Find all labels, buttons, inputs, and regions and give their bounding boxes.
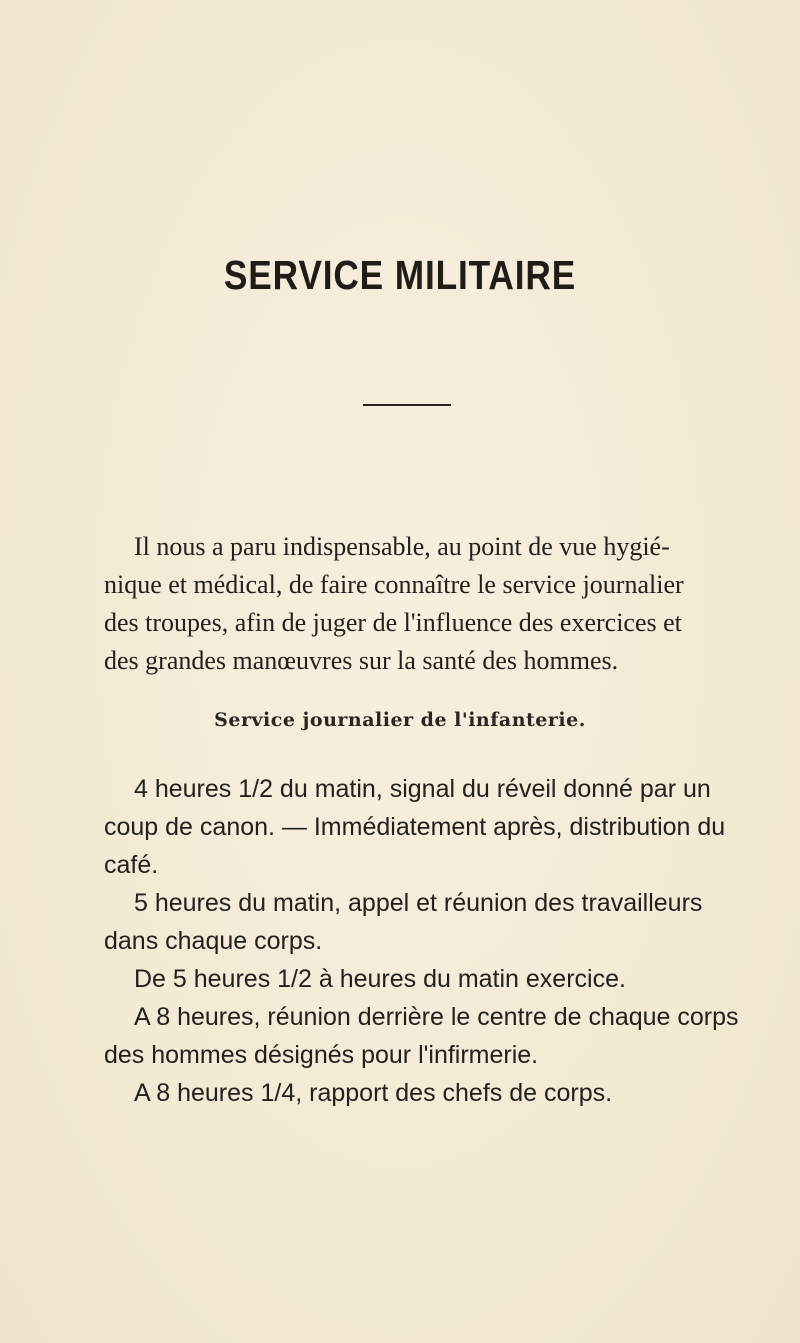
schedule-line: A 8 heures 1/4, rapport des chefs de corps. [134, 1079, 613, 1107]
schedule-entry [104, 998, 739, 1074]
schedule-line: 5 heures du matin, appel et réunion des travailleurs [134, 889, 703, 917]
intro-line: nique et médical, de faire connaître le service journalier [104, 570, 684, 599]
schedule-list [104, 770, 739, 1112]
intro-paragraph [104, 528, 710, 680]
intro-line: Il nous a paru indispensable, au point de vue hygié- [134, 532, 670, 561]
schedule-line: coup de canon. — Immédiatement après, distribution du [104, 813, 726, 841]
page-title: SERVICE MILITAIRE [223, 252, 577, 298]
schedule-line: café. [104, 851, 159, 879]
title-divider [363, 404, 451, 406]
schedule-line: De 5 heures 1/2 à heures du matin exercice. [134, 965, 626, 993]
intro-line: des troupes, afin de juger de l'influence des exercices et [104, 608, 682, 637]
schedule-entry [104, 770, 724, 884]
schedule-line: des hommes désignés pour l'infirmerie. [104, 1041, 539, 1069]
schedule-entry [104, 960, 724, 998]
schedule-line: dans chaque corps. [104, 927, 323, 955]
schedule-line: A 8 heures, réunion derrière le centre de chaque corps [134, 1003, 739, 1031]
schedule-line: 4 heures 1/2 du matin, signal du réveil donné par un [134, 775, 711, 803]
schedule-entry [104, 884, 724, 960]
schedule-entry [104, 1074, 724, 1112]
section-heading: Service journalier de l'infanterie. [214, 709, 586, 731]
intro-line: des grandes manœuvres sur la santé des hommes. [104, 646, 619, 675]
